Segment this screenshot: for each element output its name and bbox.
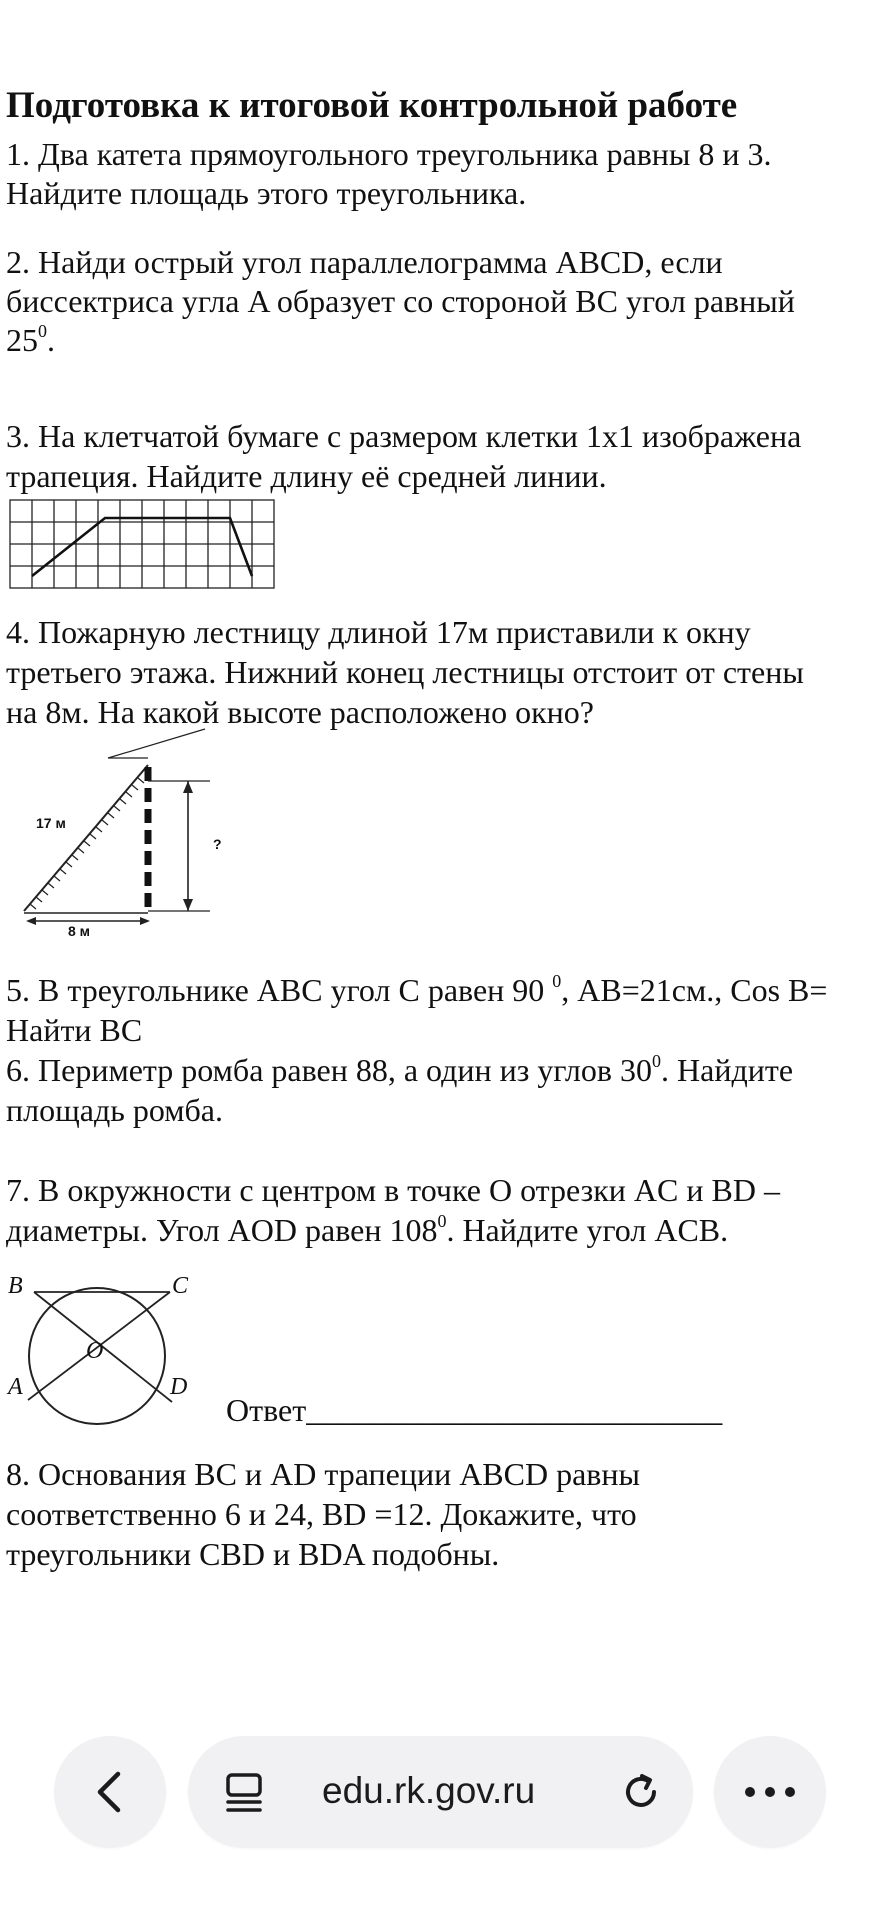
q4-line-3: на 8м. На какой высоте расположено окно? (6, 694, 594, 730)
q6-line-1 (6, 1050, 793, 1090)
page-title: Подготовка к итоговой контрольной работе (6, 85, 738, 126)
q1-line-1: 1. Два катета прямоугольного треугольника равны 8 и 3. (6, 136, 772, 172)
chevron-left-icon (92, 1770, 128, 1814)
q2-angle-value: 25 (6, 322, 38, 358)
answer-label: Ответ (226, 1392, 307, 1428)
q2-line-3-tail: . (47, 322, 55, 358)
answer-field (226, 1390, 722, 1430)
q4-line-1: 4. Пожарную лестницу длиной 17м приставили к окну (6, 614, 751, 650)
q8-line-3: треугольники CBD и BDA подобны. (6, 1536, 500, 1572)
point-b-label: B (8, 1273, 23, 1299)
q6-line-1-base: 6. Периметр ромба равен 88, а один из углов 30 (6, 1052, 652, 1088)
point-c-label: C (172, 1273, 189, 1299)
q5-line-1 (6, 970, 827, 1010)
trapezoid-grid-figure (10, 500, 275, 590)
degree-sup: 0 (652, 1051, 661, 1071)
q2-line-3 (6, 320, 55, 360)
more-dots-icon (744, 1786, 796, 1798)
q8-line-1: 8. Основания BC и AD трапеции ABCD равны (6, 1456, 641, 1492)
back-button[interactable] (54, 1736, 166, 1848)
ladder-rungs (30, 778, 144, 909)
q5-line-1-tail: , AB=21см., Cos B= (561, 972, 828, 1008)
menu-button[interactable] (714, 1736, 826, 1848)
url-text[interactable]: edu.rk.gov.ru (322, 1770, 536, 1811)
ladder-length-label: 17 м (36, 815, 66, 831)
q5-line-1-base: 5. В треугольнике ABC угол C равен 90 (6, 972, 553, 1008)
q4-line-2: третьего этажа. Нижний конец лестницы отстоит от стены (6, 654, 804, 690)
q6-line-2: площадь ромба. (6, 1092, 223, 1128)
reader-mode-icon[interactable] (224, 1772, 264, 1814)
q6-line-1-tail: . Найдите (661, 1052, 794, 1088)
q7-line-2-base: диаметры. Угол AOD равен 108 (6, 1212, 438, 1248)
q3-line-2: трапеция. Найдите длину её средней линии. (6, 458, 607, 494)
answer-line: __________________________ (306, 1392, 723, 1428)
q8-line-2: соответственно 6 и 24, BD =12. Докажите, что (6, 1496, 637, 1532)
q3-line-1: 3. На клетчатой бумаге с размером клетки 1x1 изображена (6, 418, 802, 454)
point-d-label: D (170, 1374, 188, 1400)
point-o-label: O (86, 1338, 104, 1364)
q7-line-1: 7. В окружности с центром в точке O отрезки AC и BD – (6, 1172, 780, 1208)
point-a-label: A (8, 1374, 23, 1400)
q1-line-2: Найдите площадь этого треугольника. (6, 175, 527, 211)
height-question-label: ? (213, 836, 222, 852)
reload-icon[interactable] (620, 1770, 664, 1814)
degree-sup: 0 (38, 321, 47, 341)
degree-sup: 0 (552, 971, 562, 991)
q7-line-2 (6, 1210, 728, 1250)
q2-line-2: биссектриса угла A образует со стороной BC угол равный (6, 283, 795, 319)
base-length-label: 8 м (68, 923, 91, 939)
ladder-figure (0, 725, 260, 940)
q2-line-1: 2. Найди острый угол параллелограмма ABCD, если (6, 244, 723, 280)
degree-sup: 0 (437, 1211, 447, 1231)
q5-line-2: Найти BC (6, 1012, 143, 1048)
q7-line-2-tail: . Найдите угол ACB. (446, 1212, 729, 1248)
